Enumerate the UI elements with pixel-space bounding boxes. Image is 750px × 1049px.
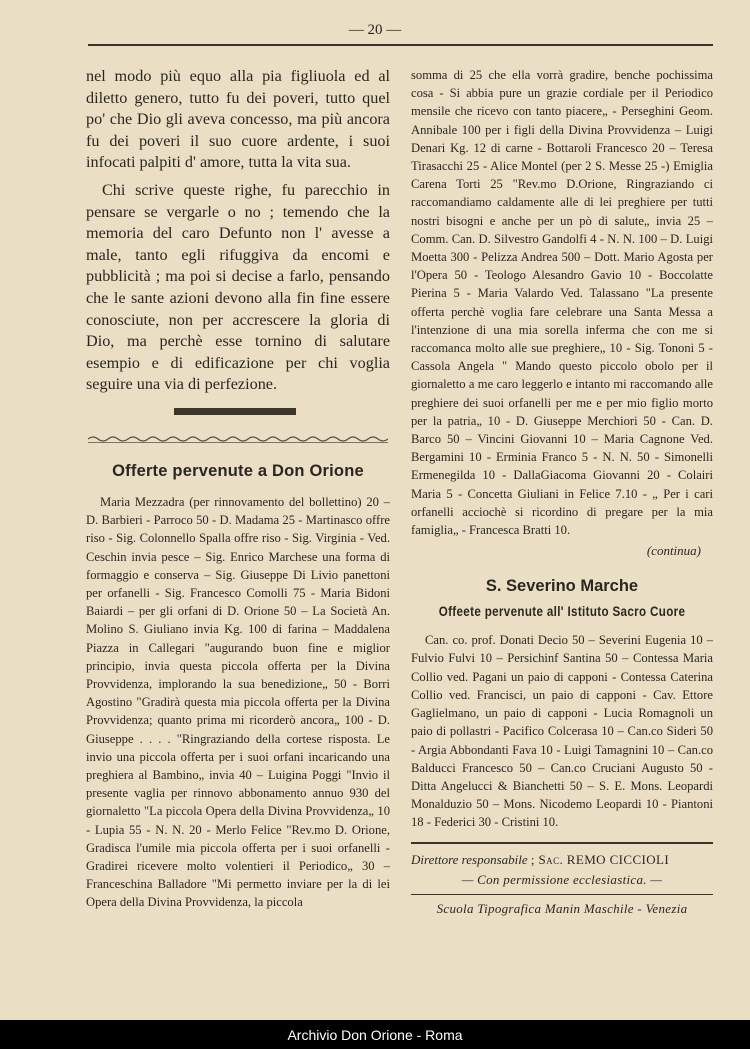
offerte-list-continued: somma di 25 che ella vorrà gradire, benche pochissima cosa - Si abbia pure un grazie cordiale per il Periodico mensile che ricevo con tanto piacere„ - Perseghini Geom. Annibale 100 per i figli della Divina Provvidenza – Luigi Denari Kg. 12 di carne - Bottaroli Francesco 20 – Teresa Tirasacchi 25 - Alice Montel (per 2 S. Messe 25 -) Emiglia Carena Torti 25 "Rev.mo D.Orione, Ringraziando ci raccomandiamo caldamente alle di lei preghiere per tutti nostri bisogni e anche per un pò di salute„ invia 25 – Comm. Can. D. Silvestro Gandolfi 4 - N. N. 100 – D. Luigi Moetta 300 - Pelizza Andrea 500 – Dott. Mario Agosta per l'Opera 50 - Teologo Alesandro Gavio 10 - Boccolatte Pierina 5 - Maria Valardo Ved. Talassano "La presente offerta perchè voglia fare celebrare una Santa Messa a l'intenzione di una mia sorella inferma che con me si raccomanca molto alle sue preghiere„ 10 - Sig. Tononi 5 - Cassola Angela " Mando questo piccolo obolo per il giornaletto a me caro leggerlo e intanto mi raccomando alle preghiere dei suoi orfanelli per me e per mio figlio morto per la patria„ 10 - D. Giuseppe Merchiori 50 - Can. D. Barco 50 – Vincini Giovanni 10 – Maria Cagnone Ved. Bergamini 10 - Erminia Franco 5 - N. N. 50 - Simonelli Ermenegilda 10 - DallaGiacoma Giovanni 20 - Colairi Maria 5 - Concetta Giuliani in Felice 7.10 - „ Per i cari orfanelli acciochè si ricordino di pregare per la mia famiglia„ - Francesca Bratti 10.: [411, 68, 713, 538]
printer-line: Scuola Tipografica Manin Maschile - Venezia: [411, 894, 713, 919]
colophon: [411, 842, 713, 919]
paragraph-1: nel modo più equo alla pia figliuola ed al diletto genero, tutto fu dei poveri, tutto quel po' che Dio gli aveva concesso, ma più ancora fu dei poveri il suo cuore ardente, i suoi infocati palpiti d' amore, tutta la vita sua.: [86, 67, 390, 172]
archive-label: Archivio Don Orione - Roma: [287, 1027, 463, 1043]
right-column: [411, 66, 713, 1006]
continua-note: (continua): [646, 543, 701, 559]
section-ornament: [86, 396, 390, 456]
director-label: Direttore responsabile: [411, 851, 528, 867]
left-column: [86, 66, 390, 1006]
director-line: [411, 850, 713, 870]
severino-list: Can. co. prof. Donati Decio 50 – Severini Eugenia 10 – Fulvio Fulvi 10 – Persichinf Santina 50 – Contessa Maria Collio ved. Pagani un paio di capponi - Contessa Caterina Collio ved. Francisci, un paio di capponi - Cav. Ettore Gaglielmano, un paio di capponi - Lucia Romagnoli un paio di pollastri - Pacifico Colcerasa 10 – Can.co Sideri 50 - Argia Abbondanti Fava 10 - Luigi Tamagnini 10 – Can.co Balducci Francesco 50 – Can.co Cruciani Augusto 50 - Ditta Angelucci & Bianchetti 50 – S. E. Mons. Leopardi Monalduzio 50 – Mons. Nicodemo Leopardi 10 - Piantoni 18 - Federici 30 - Cristini 10.: [411, 633, 713, 830]
ornament-bar: [174, 408, 296, 415]
director-name: ; Sac. REMO CICCIOLI: [530, 851, 670, 867]
permission-line: — Con permissione ecclesiastica. —: [461, 871, 663, 887]
severino-subheading: Offeete pervenute all' Istituto Sacro Cuore: [438, 604, 686, 620]
page-number: — 20 —: [348, 22, 402, 38]
header-rule: [88, 44, 713, 46]
ornament-wave: [88, 434, 388, 444]
severino-heading: S. Severino Marche: [485, 577, 639, 596]
paragraph-2: Chi scrive queste righe, fu parecchio in pensare se vergarle o no ; temendo che la memoria del caro Defunto non l' avesse a male, tanto egli rifuggiva da encomi e pubblicità ; ma poi si decise a farlo, pensando che le sante azioni devono alla fin fine essere conosciute, non per accrescere la gloria di Dio, ma perchè esse tornino di salutare esempio e di edificazione per chi voglia seguire una via di perfezione.: [86, 180, 390, 394]
offerte-heading: Offerte pervenute a Don Orione: [112, 461, 364, 480]
offerte-list: Maria Mezzadra (per rinnovamento del bollettino) 20 – D. Barbieri - Parroco 50 - D. Madama 25 - Martinasco offre riso - Sig. Colonnello Spalla offre riso - Sig. Virginia - Ved. Ceschin invia pesce – Sig. Enrico Marchese una forma di formaggio e conserva – Sig. Giuseppe Di Livio panettoni per orfanelli - Sig. Francesco Comolli 75 - Maria Bidoni Baiardi – per gli orfani di D. Orione 50 – La Società An. Molino S. Giuliano invia Kg. 100 di farina – Maddalena Piazza in Callegari "augurando buon fine e miglior principio, invia questa piccola offerta per la Divina Provvidenza, implorando la sua benedizione„ 50 - Borri Agostino "Gradirà questa mia piccola offerta per la Divina Provvidenza; quanto prima mi ricorderò ancora„ 100 - D. Giuseppe . . . . "Ringraziando della cortese risposta. Le invio una piccola offerta per i suoi orfani incaricando una preghiera al Bambino„ invia 40 – Luigina Poggi "Invio il presente vaglia per rinnovo abbonamento annuo 930 del giornaletto "La piccola Opera della Divina Provvidenza„ 10 - Lupia 55 - N. N. 20 - Merlo Felice "Rev.mo D. Orione, Gradisca l'umile mia piccola offerta per i suoi orfanelli - Gradirei ricevere molto volentieri il Periodico„ 30 – Franceschina Balladore "Mi permetto inviare per la di lei Opera della Divina Provvidenza, la piccola: [86, 494, 390, 910]
